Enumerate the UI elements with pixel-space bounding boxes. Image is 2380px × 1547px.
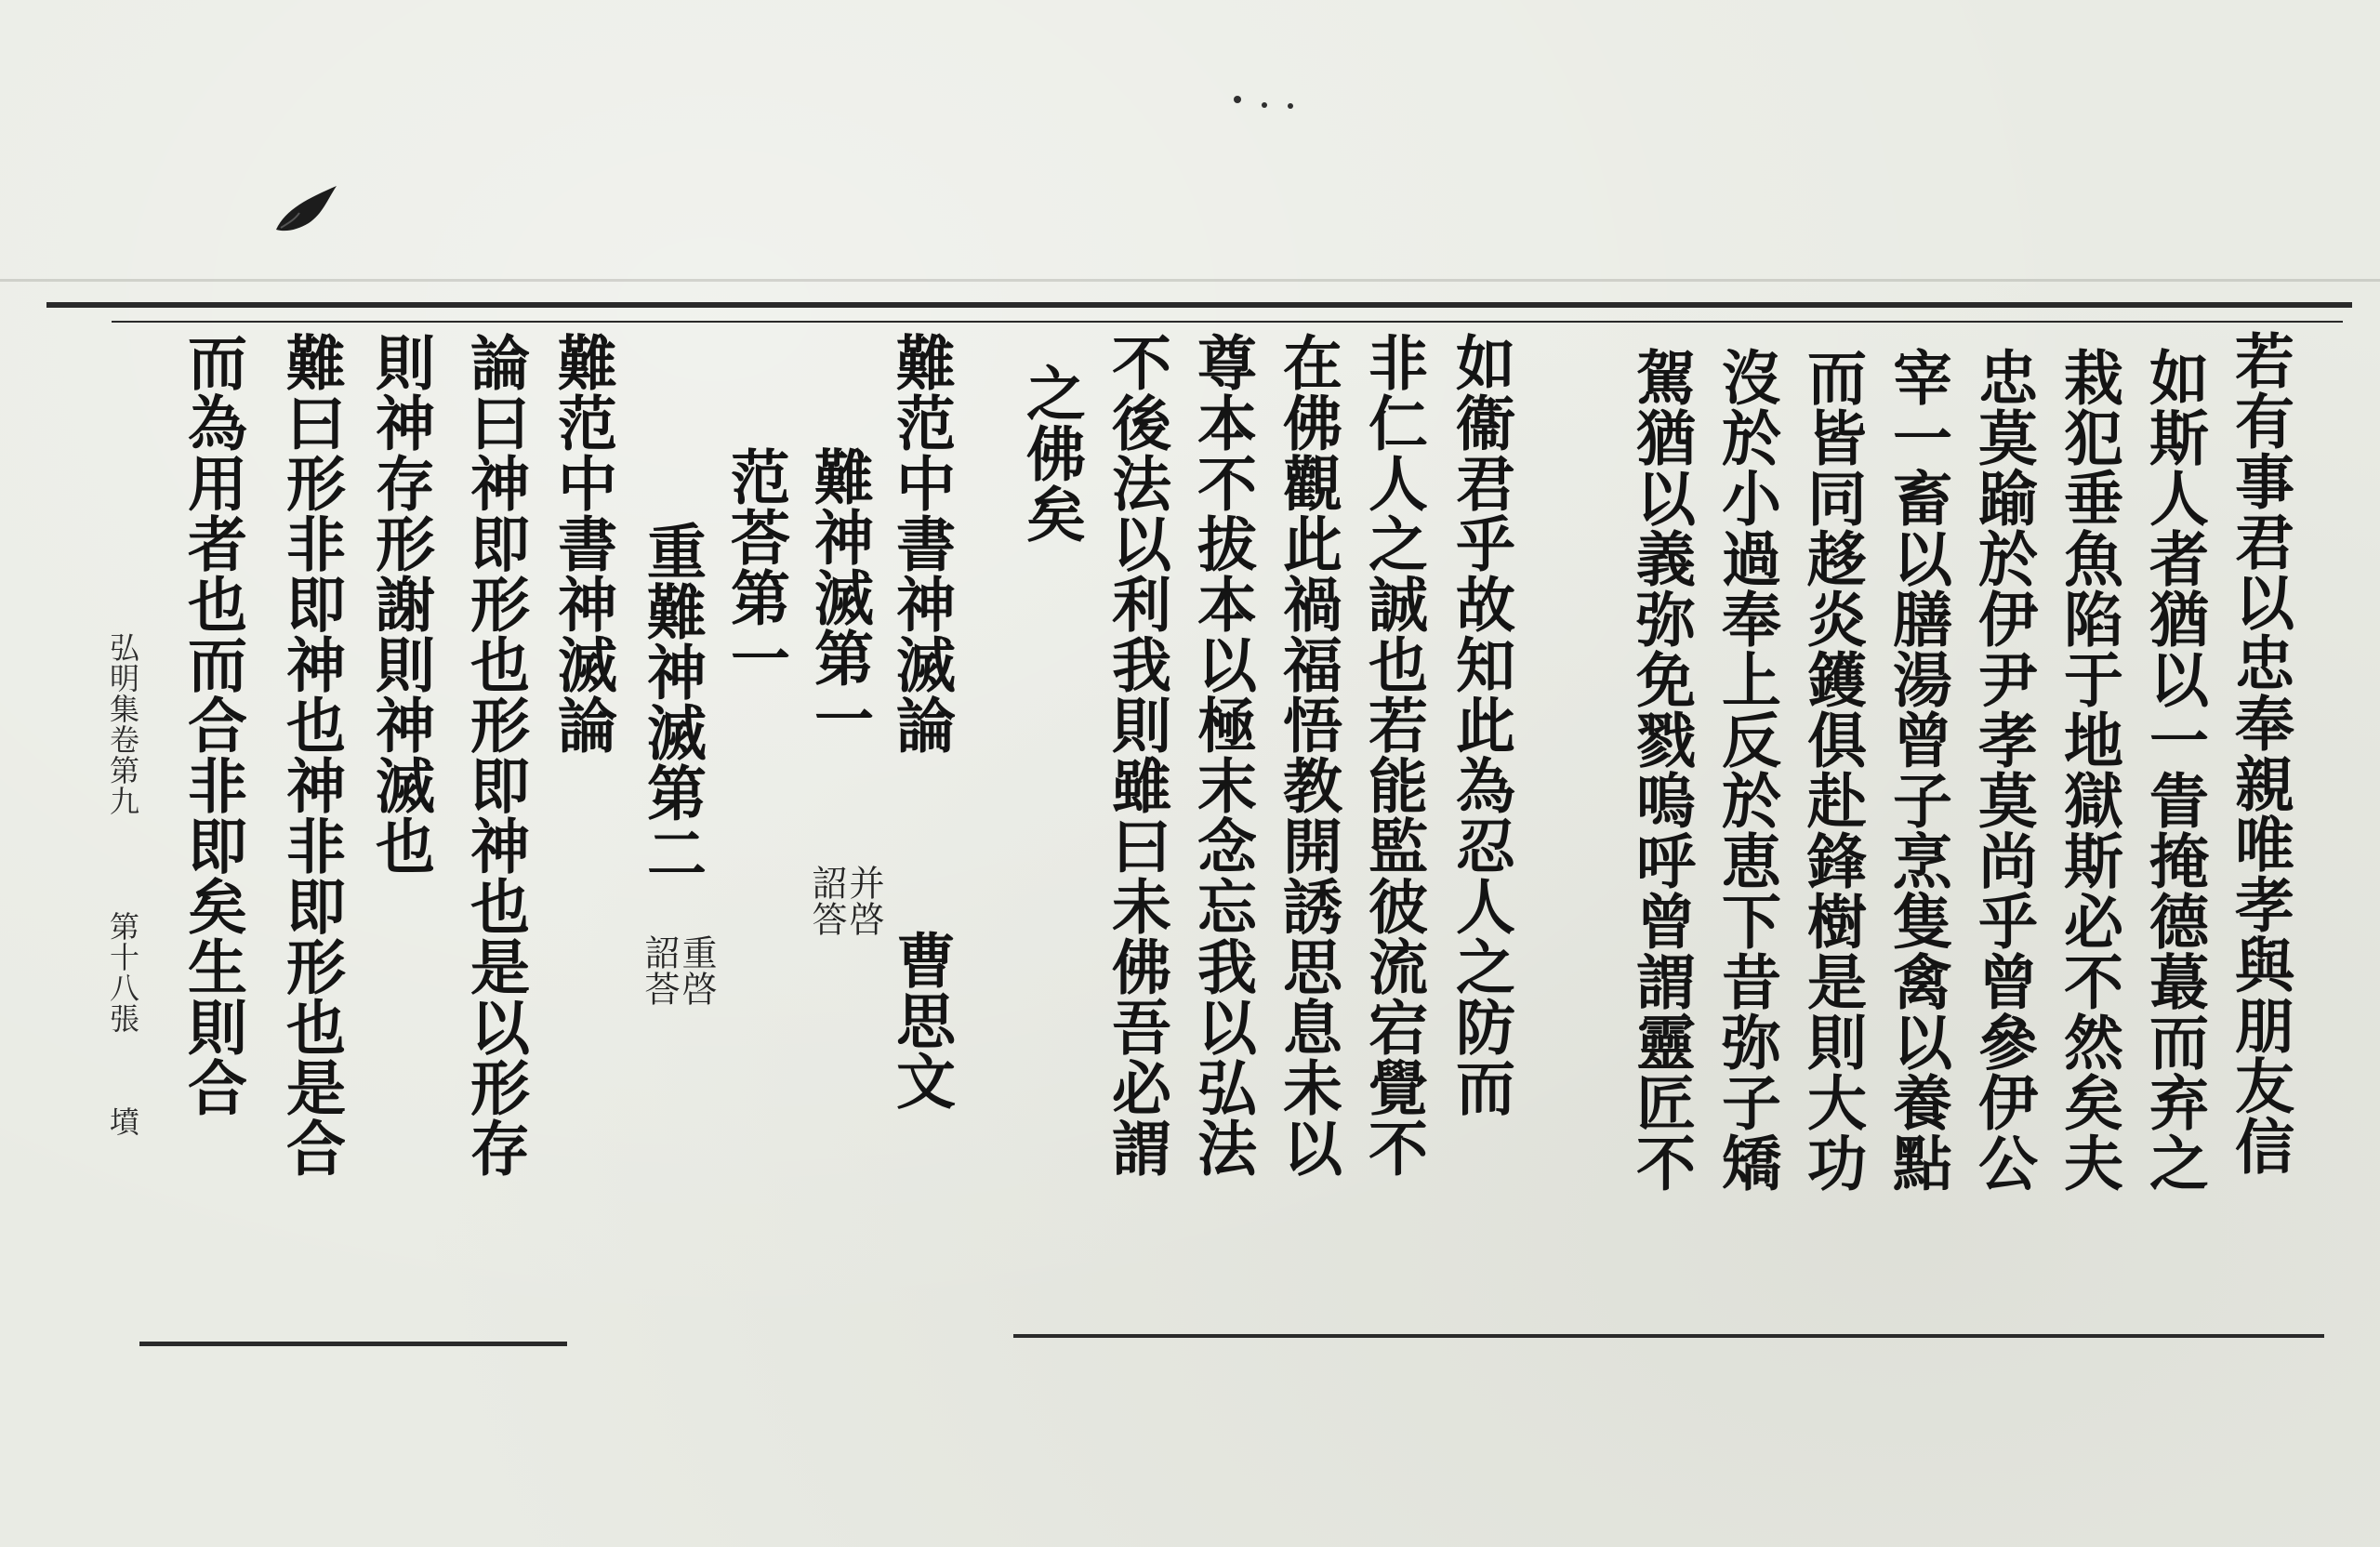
heading-column: 難范中書神滅論 — [886, 332, 956, 755]
text-column: 駕猶以義弥免戮嗚呼曾謂靈匠不 — [1626, 347, 1696, 1193]
top-border-line — [46, 302, 2352, 308]
annotation-note: 重啓 — [676, 934, 717, 1007]
text-column: 論曰神即形也形即神也是以形存 — [460, 332, 530, 1178]
section-heading: 重難神滅第二 — [637, 521, 707, 883]
heading-column: 難范中書神滅論 — [548, 332, 617, 755]
text-column: 不後法以利我則雖曰未佛吾必謂 — [1102, 332, 1171, 1178]
ink-blot-mark — [271, 181, 346, 237]
text-column: 非仁人之誠也若能監彼流宕覺不 — [1358, 332, 1428, 1178]
annotation-note: 詔荅 — [639, 934, 680, 1007]
text-column: 而皆同趍炎鑊俱赴鋒樹是則大功 — [1797, 347, 1867, 1193]
margin-volume-title: 弘明集卷第九 — [105, 632, 140, 816]
section-heading: 難神滅第一 — [804, 446, 874, 748]
text-column: 宰一畜以膳湯曾子烹隻禽以養點 — [1883, 347, 1952, 1193]
text-column: 如斯人者猶以一眚掩德蕞而弃之 — [2139, 347, 2209, 1193]
annotation-note: 詔答 — [806, 865, 847, 937]
bottom-border-line-left — [139, 1342, 567, 1346]
text-column: 若有事君以忠奉親唯孝與朋友信 — [2225, 330, 2294, 1176]
text-column: 之佛矣 — [1016, 363, 1086, 544]
text-column: 難曰形非即神也神非即形也是合 — [276, 332, 346, 1178]
bottom-border-line-right — [1013, 1334, 2324, 1338]
text-column: 尊本不拔本以極末念忘我以弘法 — [1187, 332, 1257, 1178]
annotation-note: 并啓 — [843, 865, 884, 937]
margin-leaf-number: 第十八張 — [105, 911, 140, 1034]
ink-dot — [1288, 103, 1293, 109]
author-name: 曹思文 — [886, 930, 956, 1111]
paper-crease — [0, 279, 2380, 282]
ink-dot — [1262, 102, 1267, 108]
text-column: 沒於小過奉上反於恵下昔弥子矯 — [1712, 347, 1781, 1193]
margin-mark: 墳 — [105, 1106, 140, 1137]
text-column: 而為用者也而合非即矣生則合 — [178, 332, 247, 1117]
text-column: 栽犯垂魚陷于地獄斯必不然矣夫 — [2054, 347, 2123, 1193]
section-heading: 范荅第一 — [721, 446, 790, 688]
top-inner-line — [112, 321, 2343, 323]
text-column: 則神存形謝則神滅也 — [365, 332, 435, 876]
text-column: 忠莫踰於伊尹孝莫尚乎曾參伊公 — [1968, 347, 2038, 1193]
ink-dot — [1234, 96, 1241, 103]
text-column: 在佛觀此禍福悟教開誘思息未以 — [1273, 332, 1342, 1178]
text-column: 如衞君乎故知此為忍人之防而 — [1446, 332, 1515, 1117]
